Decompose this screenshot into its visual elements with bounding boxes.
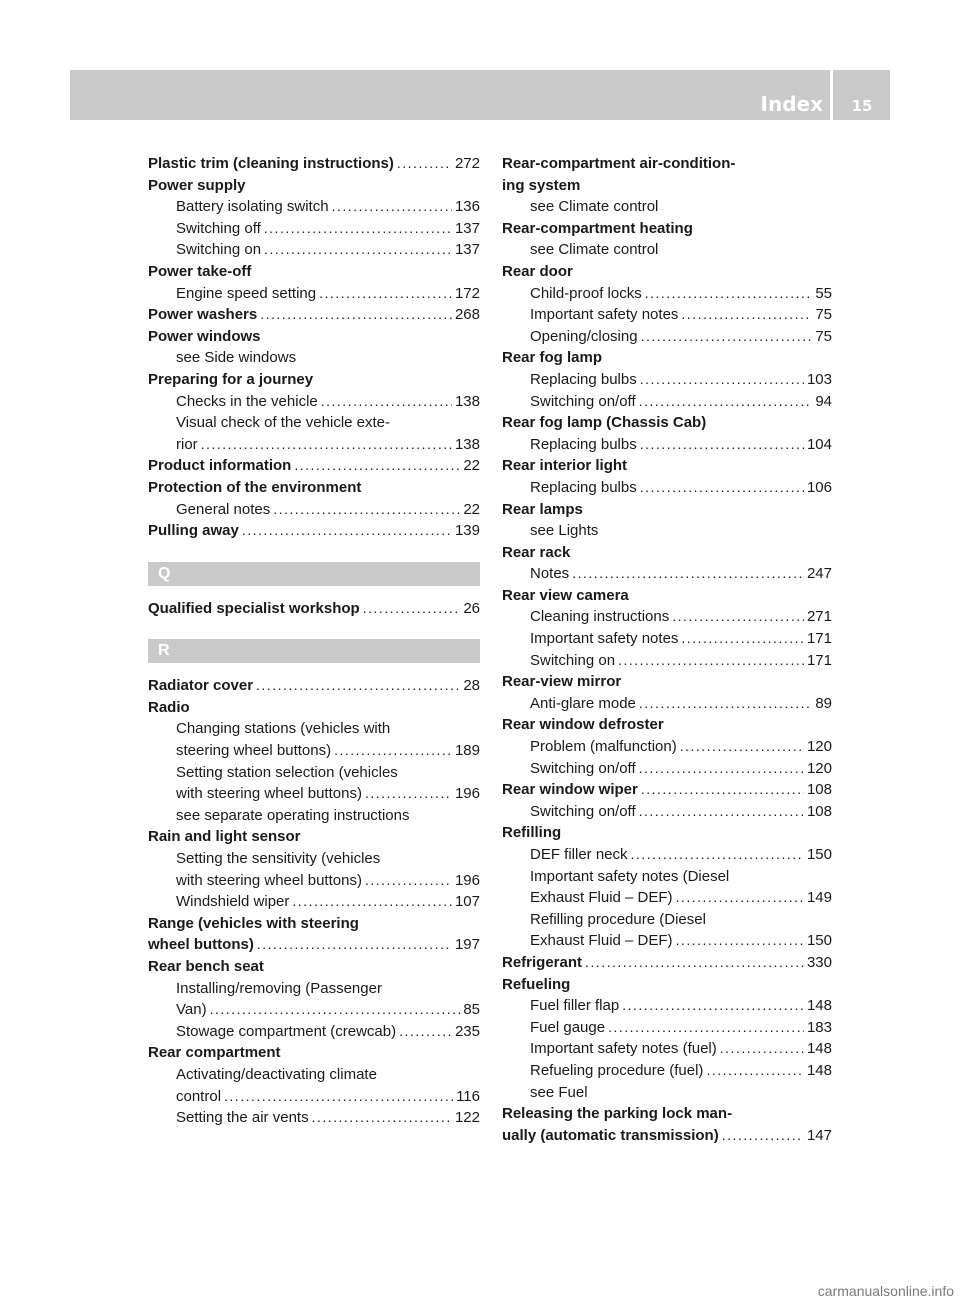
page-reference: 120 [806, 738, 832, 756]
index-subentry [502, 434, 832, 456]
page-reference: 89 [815, 694, 832, 712]
entry-text: Refueling [502, 975, 571, 993]
page-reference: 196 [454, 871, 480, 889]
entry-text: Power take-off [148, 262, 252, 280]
index-subentry [502, 650, 832, 672]
index-entry [502, 153, 832, 175]
page-reference: 138 [454, 392, 480, 410]
page-reference: 147 [806, 1126, 832, 1144]
entry-text: Power windows [148, 327, 261, 345]
entry-text: Rear window wiper [502, 781, 638, 799]
leader-dots [572, 563, 804, 585]
index-subentry [148, 783, 480, 805]
index-entry [502, 974, 832, 996]
page-reference: 138 [454, 435, 480, 453]
leader-dots [645, 283, 813, 305]
entry-text: Rain and light sensor [148, 828, 301, 846]
header-divider [830, 70, 833, 120]
index-subentry [148, 978, 480, 1000]
leader-dots [618, 650, 804, 672]
entry-text: Problem (malfunction) [530, 738, 677, 756]
entry-text: Power washers [148, 306, 258, 324]
entry-text: Setting the sensitivity (vehicles [176, 850, 381, 868]
index-subentry [148, 762, 480, 784]
leader-dots [363, 598, 461, 620]
entry-text: Notes [530, 565, 570, 583]
index-subentry [502, 758, 832, 780]
entry-text: Changing stations (vehicles with [176, 720, 391, 738]
page-reference: 75 [815, 306, 832, 324]
index-subentry [148, 1064, 480, 1086]
entry-text: Checks in the vehicle [176, 392, 318, 410]
leader-dots [365, 870, 452, 892]
leader-dots [319, 283, 452, 305]
leader-dots [640, 434, 804, 456]
index-subentry [502, 844, 832, 866]
page-reference: 148 [806, 1061, 832, 1079]
entry-text: General notes [176, 500, 271, 518]
entry-text: Setting station selection (vehicles [176, 763, 398, 781]
entry-text: Rear lamps [502, 500, 583, 518]
index-subentry [148, 283, 480, 305]
index-subentry [502, 304, 832, 326]
entry-text: Important safety notes (Diesel [530, 867, 730, 885]
index-subentry [502, 326, 832, 348]
entry-text: Power supply [148, 176, 246, 194]
index-entry [148, 934, 480, 956]
index-entry [148, 153, 480, 175]
entry-text: Radiator cover [148, 677, 254, 695]
page-reference: 55 [815, 284, 832, 302]
entry-text: Replacing bulbs [530, 478, 637, 496]
entry-text: Opening/closing [530, 327, 638, 345]
entry-text: Preparing for a journey [148, 370, 314, 388]
page-reference: 22 [463, 457, 480, 475]
page-reference: 22 [463, 500, 480, 518]
entry-text: Switching on [530, 651, 616, 669]
entry-text: ing system [502, 176, 581, 194]
index-entry [148, 261, 480, 283]
page-reference: 247 [806, 565, 832, 583]
leader-dots [264, 218, 452, 240]
index-entry [148, 477, 480, 499]
index-entry [148, 826, 480, 848]
index-subentry [148, 1107, 480, 1129]
entry-text: Fuel filler flap [530, 997, 620, 1015]
index-entry [148, 520, 480, 542]
leader-dots [608, 1017, 804, 1039]
index-subentry [148, 499, 480, 521]
index-entry [148, 175, 480, 197]
index-subentry [148, 434, 480, 456]
index-subentry [502, 1060, 832, 1082]
leader-dots [264, 239, 452, 261]
leader-dots [332, 196, 452, 218]
page-reference: 171 [806, 630, 832, 648]
index-entry [148, 697, 480, 719]
index-subentry [502, 628, 832, 650]
index-subentry [502, 1038, 832, 1060]
entry-text: control [176, 1087, 222, 1105]
page-reference: 137 [454, 241, 480, 259]
page-reference: 330 [806, 953, 832, 971]
index-subentry [502, 736, 832, 758]
index-subentry [502, 866, 832, 888]
leader-dots [639, 801, 804, 823]
entry-text: Exhaust Fluid – DEF) [530, 889, 673, 907]
index-entry [148, 369, 480, 391]
leader-dots [641, 779, 804, 801]
entry-text: Rear bench seat [148, 958, 264, 975]
index-entry [148, 913, 480, 935]
index-entry [502, 1103, 832, 1125]
leader-dots [321, 391, 452, 413]
page-reference: 149 [806, 889, 832, 907]
leader-dots [312, 1107, 452, 1129]
entry-text: Switching on [176, 241, 262, 259]
entry-text: see Side windows [176, 349, 297, 367]
page-header [70, 70, 890, 120]
entry-text: Stowage compartment (crewcab) [176, 1022, 397, 1040]
entry-text: Rear fog lamp (Chassis Cab) [502, 414, 707, 432]
leader-dots [676, 887, 804, 909]
entry-text: Rear view camera [502, 586, 629, 604]
index-column-right [502, 153, 832, 1146]
entry-text: wheel buttons) [148, 936, 254, 954]
entry-text: Rear window defroster [502, 716, 664, 734]
index-entry [502, 175, 832, 197]
leader-dots [720, 1038, 804, 1060]
entry-text: Installing/removing (Passenger [176, 979, 382, 997]
index-subentry [502, 239, 832, 261]
entry-text: Plastic trim (cleaning instructions) [148, 155, 394, 172]
entry-text: Important safety notes [530, 630, 679, 648]
entry-text: Exhaust Fluid – DEF) [530, 932, 673, 950]
page-reference: 28 [463, 677, 480, 695]
leader-dots [640, 477, 804, 499]
index-subentry [502, 477, 832, 499]
page-reference: 136 [454, 198, 480, 216]
entry-text: Rear door [502, 262, 573, 280]
entry-text: Fuel gauge [530, 1018, 606, 1036]
page-reference: 189 [454, 742, 480, 760]
leader-dots [672, 606, 804, 628]
entry-text: Range (vehicles with steering [148, 914, 359, 932]
section-header-q: Q [148, 562, 480, 586]
leader-dots [722, 1125, 804, 1147]
entry-text: see Climate control [530, 241, 659, 259]
leader-dots [242, 520, 452, 542]
index-entry [502, 455, 832, 477]
entry-text: ually (automatic transmission) [502, 1126, 719, 1144]
index-entry [148, 304, 480, 326]
leader-dots [210, 999, 461, 1021]
index-entry [148, 455, 480, 477]
page-reference: 148 [806, 997, 832, 1015]
entry-text: Important safety notes [530, 306, 679, 324]
index-subentry [502, 563, 832, 585]
index-entry [502, 779, 832, 801]
leader-dots [706, 1060, 804, 1082]
page-reference: 120 [806, 759, 832, 777]
entry-text: Child-proof locks [530, 284, 642, 302]
page-reference: 148 [806, 1040, 832, 1058]
leader-dots [260, 304, 452, 326]
leader-dots [681, 304, 812, 326]
entry-text: Rear interior light [502, 457, 628, 475]
leader-dots [639, 391, 813, 413]
entry-text: Radio [148, 698, 190, 716]
page-reference: 150 [806, 932, 832, 950]
index-entry [502, 347, 832, 369]
page-number: 15 [851, 97, 873, 115]
index-title: Index [760, 92, 823, 116]
leader-dots [640, 369, 804, 391]
page-reference: 268 [454, 306, 480, 324]
page-reference: 103 [806, 370, 832, 388]
index-subentry [502, 801, 832, 823]
index-entry [148, 326, 480, 348]
index-entry [148, 598, 480, 620]
entry-text: Switching on/off [530, 759, 636, 777]
index-subentry [502, 391, 832, 413]
page-reference: 104 [806, 435, 832, 453]
entry-text: with steering wheel buttons) [176, 871, 362, 889]
index-subentry [502, 283, 832, 305]
index-subentry [148, 1021, 480, 1043]
index-subentry [502, 693, 832, 715]
index-subentry [148, 412, 480, 434]
leader-dots [631, 844, 804, 866]
entry-text: Refrigerant [502, 953, 583, 971]
entry-text: Important safety notes (fuel) [530, 1040, 717, 1058]
leader-dots [292, 891, 452, 913]
page-reference: 235 [454, 1022, 480, 1040]
leader-dots [399, 1021, 452, 1043]
entry-text: Van) [176, 1001, 207, 1019]
page-reference: 196 [454, 785, 480, 803]
leader-dots [680, 736, 804, 758]
index-entry [148, 956, 480, 978]
index-subentry [502, 196, 832, 218]
entry-text: see separate operating instructions [176, 806, 410, 824]
leader-dots [294, 455, 460, 477]
entry-text: DEF filler neck [530, 846, 628, 863]
entry-text: Replacing bulbs [530, 370, 637, 388]
index-entry [502, 671, 832, 693]
watermark: carmanualsonline.info [817, 1283, 954, 1299]
index-subentry [502, 930, 832, 952]
entry-text: Rear compartment [148, 1044, 281, 1062]
leader-dots [224, 1086, 453, 1108]
index-entry [502, 412, 832, 434]
leader-dots [641, 326, 813, 348]
index-entry [148, 1042, 480, 1064]
entry-text: Pulling away [148, 522, 239, 540]
index-entry [502, 585, 832, 607]
index-subentry [148, 891, 480, 913]
index-subentry [502, 1082, 832, 1104]
page-reference: 139 [454, 522, 480, 540]
entry-text: see Lights [530, 522, 599, 540]
page-reference: 122 [454, 1109, 480, 1127]
entry-text: Releasing the parking lock man- [502, 1105, 733, 1123]
entry-text: Qualified specialist workshop [148, 599, 360, 617]
index-subentry [148, 848, 480, 870]
index-entry [502, 542, 832, 564]
entry-text: with steering wheel buttons) [176, 785, 362, 803]
leader-dots [257, 934, 452, 956]
index-subentry [502, 995, 832, 1017]
leader-dots [273, 499, 460, 521]
leader-dots [622, 995, 804, 1017]
entry-text: Windshield wiper [176, 893, 290, 911]
entry-text: Cleaning instructions [530, 608, 670, 626]
index-entry [502, 218, 832, 240]
leader-dots [676, 930, 804, 952]
entry-text: see Climate control [530, 198, 659, 216]
index-subentry [502, 520, 832, 542]
index-entry [502, 1125, 832, 1147]
index-column-left [148, 153, 480, 1129]
index-subentry [148, 718, 480, 740]
leader-dots [639, 758, 804, 780]
page-reference: 150 [806, 846, 832, 863]
index-subentry [502, 1017, 832, 1039]
entry-text: Rear-view mirror [502, 673, 622, 691]
entry-text: Rear-compartment heating [502, 219, 693, 237]
index-entry [502, 822, 832, 844]
index-entry [502, 499, 832, 521]
entry-text: Anti-glare mode [530, 694, 636, 712]
entry-text: Refueling procedure (fuel) [530, 1061, 704, 1079]
index-subentry [148, 870, 480, 892]
page-reference: 107 [454, 893, 480, 911]
page-reference: 171 [806, 651, 832, 669]
leader-dots [201, 434, 452, 456]
leader-dots [681, 628, 804, 650]
entry-text: Product information [148, 457, 292, 475]
entry-text: Rear fog lamp [502, 349, 603, 367]
entry-text: Refilling [502, 824, 562, 842]
entry-text: Replacing bulbs [530, 435, 637, 453]
index-entry [502, 952, 832, 974]
entry-text: Activating/deactivating climate [176, 1065, 377, 1083]
leader-dots [365, 783, 452, 805]
entry-text: Battery isolating switch [176, 198, 329, 216]
index-subentry [502, 369, 832, 391]
leader-dots [256, 675, 460, 697]
entry-text: Switching on/off [530, 802, 636, 820]
index-subentry [502, 887, 832, 909]
index-subentry [148, 218, 480, 240]
entry-text: Visual check of the vehicle exte- [176, 414, 391, 432]
entry-text: Switching off [176, 219, 261, 237]
index-subentry [148, 347, 480, 369]
page-reference: 272 [454, 155, 480, 172]
page-reference: 26 [463, 599, 480, 617]
page-reference: 108 [806, 781, 832, 799]
entry-text: Switching on/off [530, 392, 636, 410]
leader-dots [397, 153, 452, 175]
entry-text: rior [176, 435, 198, 453]
entry-text: Setting the air vents [176, 1109, 309, 1127]
index-subentry [502, 909, 832, 931]
entry-text: Engine speed setting [176, 284, 317, 302]
leader-dots [639, 693, 812, 715]
page-reference: 137 [454, 219, 480, 237]
leader-dots [585, 952, 804, 974]
index-subentry [148, 999, 480, 1021]
page-reference: 108 [806, 802, 832, 820]
index-subentry [148, 1086, 480, 1108]
entry-text: see Fuel [530, 1083, 588, 1101]
index-subentry [148, 239, 480, 261]
page-reference: 116 [456, 1087, 480, 1105]
index-subentry [502, 606, 832, 628]
page-reference: 183 [806, 1018, 832, 1036]
index-subentry [148, 196, 480, 218]
page-reference: 85 [463, 1001, 480, 1019]
page-reference: 94 [815, 392, 832, 410]
entry-text: Refilling procedure (Diesel [530, 910, 706, 928]
entry-text: Rear-compartment air-condition- [502, 155, 736, 172]
page-reference: 172 [454, 284, 480, 302]
entry-text: Rear rack [502, 543, 571, 561]
page-reference: 106 [806, 478, 832, 496]
index-subentry [148, 805, 480, 827]
index-subentry [148, 391, 480, 413]
entry-text: steering wheel buttons) [176, 742, 332, 760]
entry-text: Protection of the environment [148, 478, 362, 496]
index-subentry [148, 740, 480, 762]
index-entry [148, 675, 480, 697]
page-reference: 271 [806, 608, 832, 626]
page-reference: 197 [454, 936, 480, 954]
index-entry [502, 261, 832, 283]
section-header-r: R [148, 639, 480, 663]
leader-dots [334, 740, 452, 762]
page-reference: 75 [815, 327, 832, 345]
index-entry [502, 714, 832, 736]
